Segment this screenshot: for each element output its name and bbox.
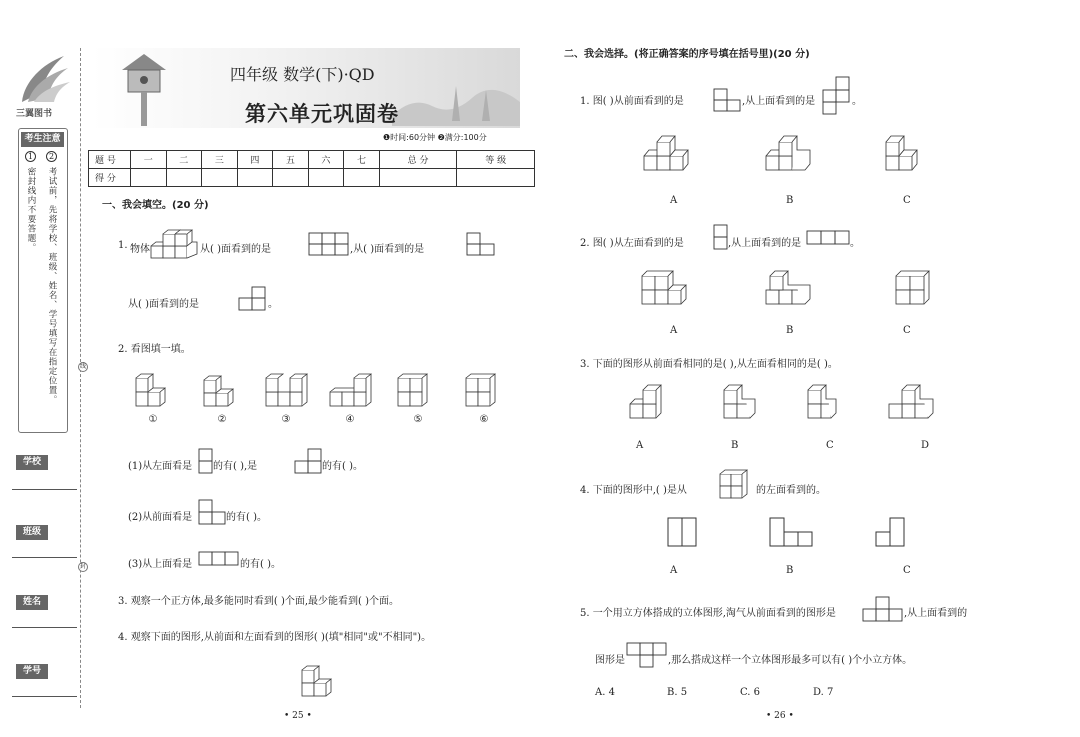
- q2-1-view-b: [294, 448, 324, 477]
- right-q5-text-b: ,从上面看到的: [904, 608, 968, 619]
- r-q3-option-c: C: [826, 440, 834, 451]
- r-q2-options-figures: [640, 268, 940, 315]
- score-input[interactable]: [166, 169, 202, 187]
- q2-3-view: [198, 551, 240, 570]
- seam-mark-top: 线: [79, 363, 86, 370]
- r-q4-option-b: B: [786, 565, 794, 576]
- score-input[interactable]: [273, 169, 309, 187]
- seal-line: [80, 48, 81, 708]
- q2-2-view: [198, 499, 228, 528]
- q2-3-text-b: 的有( )。: [240, 559, 281, 570]
- score-input[interactable]: [379, 169, 457, 187]
- r-q4-options-figures: [666, 516, 916, 553]
- school-line[interactable]: [12, 489, 77, 490]
- r-q5-top-view: [626, 642, 668, 671]
- q2-1-text-b: 的有( ),是: [213, 461, 258, 472]
- class-line[interactable]: [12, 557, 77, 558]
- right-q1-text-b: ,从上面看到的是: [742, 96, 816, 107]
- right-q2-text-c: 。: [850, 238, 860, 249]
- label-class: 班级: [16, 525, 48, 540]
- left-q2-heading: 2. 看图填一填。: [118, 344, 191, 355]
- table-cell: 五: [273, 151, 309, 169]
- r-q5-option-d: D. 7: [813, 687, 834, 698]
- r-q2-option-c: C: [903, 325, 911, 336]
- q2-figures: [132, 370, 512, 417]
- exam-notice-box: [18, 128, 68, 433]
- left-q3: 3. 观察一个正方体,最多能同时看到( )个面,最少能看到( )个面。: [118, 596, 400, 607]
- right-q5-text-a: 5. 一个用立方体搭成的立体图形,淘气从前面看到的图形是: [580, 608, 836, 619]
- score-input[interactable]: [457, 169, 535, 187]
- notice-title: 考生注意: [21, 132, 64, 147]
- left-q1-end: 。: [268, 299, 278, 310]
- r-q3-option-b: B: [731, 440, 739, 451]
- r-q5-option-b: B. 5: [667, 687, 688, 698]
- r-q5-option-c: C. 6: [740, 687, 761, 698]
- right-q5-text-c: 图形是: [595, 655, 625, 666]
- q2-1-text-c: 的有( )。: [322, 461, 363, 472]
- score-input[interactable]: [202, 169, 238, 187]
- tree-silhouette: [392, 76, 520, 126]
- r-q4-option-a: A: [670, 565, 678, 576]
- table-cell: 总 分: [379, 151, 457, 169]
- r-q2-option-b: B: [786, 325, 794, 336]
- score-input[interactable]: [308, 169, 344, 187]
- brand-name: 三翼图书: [16, 109, 53, 119]
- page-number-left: • 25 •: [284, 711, 312, 721]
- name-line[interactable]: [12, 627, 77, 628]
- right-q2-text-a: 2. 图( )从左面看到的是: [580, 238, 684, 249]
- left-q1-number: 1.: [118, 240, 128, 251]
- notice-num-2: 2: [46, 151, 57, 162]
- r-q1-option-b: B: [786, 195, 794, 206]
- q1-object-figure: [150, 228, 200, 265]
- r-q2-top-view: [806, 230, 850, 249]
- score-input[interactable]: [237, 169, 273, 187]
- left-q1-text-d: 从( )面看到的是: [128, 299, 199, 310]
- r-q4-option-c: C: [903, 565, 911, 576]
- r-q3-option-a: A: [636, 440, 644, 451]
- r-q2-option-a: A: [670, 325, 678, 336]
- q1-view-grid-2: [466, 232, 496, 259]
- q2-label-3: ③: [281, 414, 291, 425]
- score-value-row: [89, 169, 535, 187]
- publisher-logo: [14, 52, 72, 112]
- q1-view-grid-1: [308, 232, 350, 259]
- score-table: [88, 150, 535, 187]
- left-q4: 4. 观察下面的图形,从前面和左面看到的图形( )(填"相同"或"不相同")。: [118, 632, 432, 643]
- notice-item-2: 密封线内不要答题。: [26, 167, 36, 253]
- left-q1-text-c: ,从( )面看到的是: [350, 244, 425, 255]
- r-q1-option-a: A: [670, 195, 678, 206]
- table-cell: 一: [131, 151, 167, 169]
- q2-label-2: ②: [217, 414, 227, 425]
- q2-label-6: ⑥: [479, 414, 489, 425]
- score-input[interactable]: [344, 169, 380, 187]
- right-q4-text-a: 4. 下面的图形中,( )是从: [580, 485, 687, 496]
- right-q4-text-b: 的左面看到的。: [756, 485, 826, 496]
- table-cell: 三: [202, 151, 238, 169]
- exam-title: 第六单元巩固卷: [245, 101, 399, 126]
- grade-subject: 四年级 数学(下)·QD: [230, 65, 375, 84]
- r-q2-left-view: [713, 224, 729, 253]
- label-school: 学校: [16, 455, 48, 470]
- table-cell: 等 级: [457, 151, 535, 169]
- q2-1-text-a: (1)从左面看是: [128, 461, 193, 472]
- q2-1-view-a: [198, 448, 214, 477]
- r-q3-options-figures: [626, 380, 946, 429]
- r-q3-option-d: D: [921, 440, 930, 451]
- notice-item-1: 考试前，先将学校、班级、姓名、学号填写在指定位置。: [47, 167, 57, 405]
- label-name: 姓名: [16, 595, 48, 610]
- right-q1-text-a: 1. 图( )从前面看到的是: [580, 96, 684, 107]
- table-cell: 题 号: [89, 151, 131, 169]
- left-q1-text-a: 物体: [130, 244, 150, 255]
- r-q4-figure: [718, 468, 758, 505]
- section-2-heading: 二、我会选择。(将正确答案的序号填在括号里)(20 分): [564, 49, 810, 60]
- page-number-right: • 26 •: [766, 711, 794, 721]
- r-q5-front-view: [862, 596, 904, 625]
- label-student-id: 学号: [16, 664, 48, 679]
- r-q1-top-view: [822, 76, 852, 119]
- right-q2-text-b: ,从上面看到的是: [728, 238, 802, 249]
- table-cell: 七: [344, 151, 380, 169]
- score-header-row: [89, 151, 535, 169]
- right-q1-text-c: 。: [852, 96, 862, 107]
- q2-label-5: ⑤: [413, 414, 423, 425]
- right-q5-text-d: ,那么搭成这样一个立体图形最多可以有( )个小立方体。: [668, 655, 913, 666]
- q1-view-grid-3: [238, 286, 268, 315]
- right-q3: 3. 下面的图形从前面看相同的是( ),从左面看相同的是( )。: [580, 359, 838, 370]
- table-cell: 二: [166, 151, 202, 169]
- q2-3-text-a: (3)从上面看是: [128, 559, 193, 570]
- q2-2-text-b: 的有( )。: [226, 512, 267, 523]
- left-q1-text-b: 从( )面看到的是: [200, 244, 271, 255]
- q4-figure: [298, 660, 340, 703]
- r-q5-option-a: A. 4: [595, 687, 615, 698]
- table-cell: 四: [237, 151, 273, 169]
- seam-mark-bottom: 封: [79, 563, 86, 570]
- id-line[interactable]: [12, 696, 77, 697]
- notice-num-1: 1: [25, 151, 36, 162]
- birdhouse-illustration: [118, 50, 170, 126]
- q2-label-1: ①: [148, 414, 158, 425]
- table-cell: 得 分: [89, 169, 131, 187]
- r-q1-front-view: [713, 88, 743, 115]
- q2-label-4: ④: [345, 414, 355, 425]
- q2-2-text-a: (2)从前面看是: [128, 512, 193, 523]
- section-1-heading: 一、我会填空。(20 分): [102, 200, 209, 211]
- r-q1-options-figures: [640, 130, 940, 183]
- r-q1-option-c: C: [903, 195, 911, 206]
- table-cell: 六: [308, 151, 344, 169]
- exam-meta: ❶时间:60分钟 ❷满分:100分: [383, 133, 487, 142]
- score-input[interactable]: [131, 169, 167, 187]
